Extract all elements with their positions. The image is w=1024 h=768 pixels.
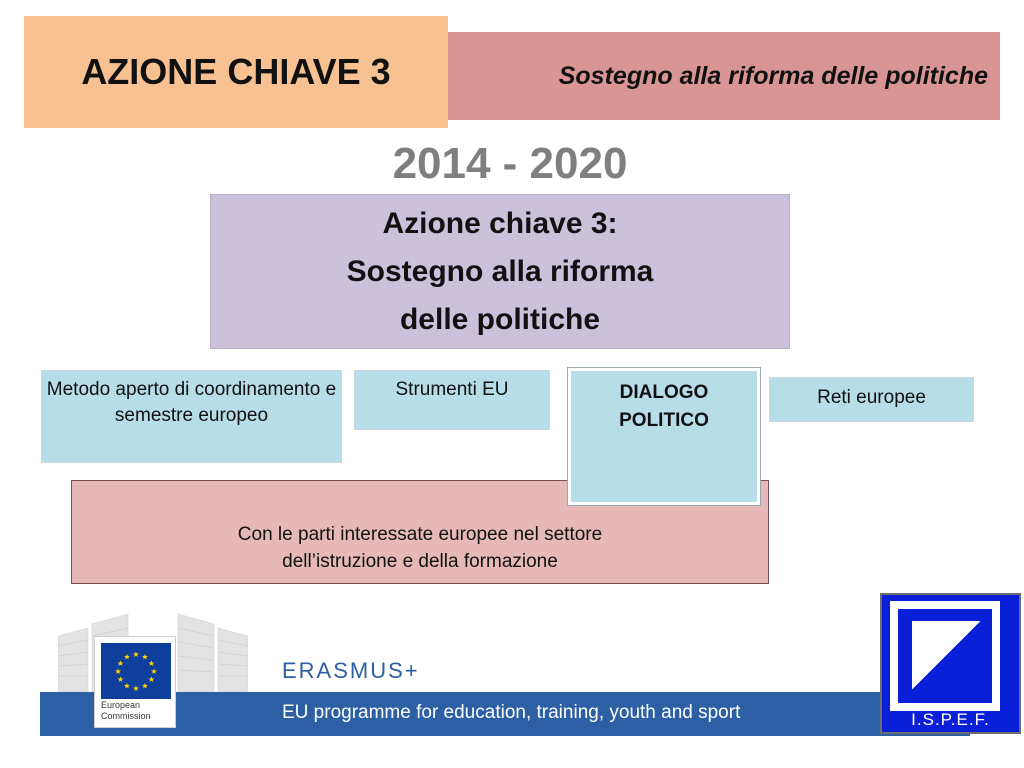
key-action-line1: Azione chiave 3:	[382, 206, 618, 240]
dialogo-label-line2: POLITICO	[619, 410, 709, 431]
period-heading	[0, 136, 1024, 192]
ispef-logo	[880, 593, 1021, 734]
svg-text:★: ★	[114, 667, 122, 676]
strumenti-label: Strumenti EU	[395, 379, 509, 400]
header-subtitle: Sostegno alla riforma delle politiche	[558, 61, 988, 90]
header-title-box	[24, 16, 448, 128]
reti-label: Reti europee	[817, 387, 926, 408]
strumenti-box	[354, 370, 550, 430]
period-text: 2014 - 2020	[392, 139, 628, 188]
svg-text:★: ★	[147, 659, 156, 668]
ec-wordmark-line1: European	[101, 700, 141, 710]
dialogo-box	[568, 368, 760, 505]
european-commission-logo	[94, 636, 176, 728]
key-action-line2: Sostegno alla riforma	[346, 254, 654, 288]
svg-text:★: ★	[123, 652, 131, 662]
svg-text:★: ★	[132, 650, 140, 659]
metodo-box	[41, 370, 342, 463]
ispef-label: I.S.P.E.F.	[911, 710, 990, 729]
reti-box	[769, 377, 974, 422]
svg-text:★: ★	[132, 684, 140, 693]
svg-text:★: ★	[123, 681, 131, 691]
erasmus-title: ERASMUS+	[282, 658, 420, 683]
svg-text:★: ★	[150, 667, 158, 676]
ec-wordmark-line2: Commission	[101, 711, 151, 721]
key-action-box	[210, 194, 790, 349]
svg-text:★: ★	[141, 681, 149, 691]
header-subtitle-box	[448, 32, 1000, 120]
dialogo-label-line1: DIALOGO	[619, 382, 709, 403]
svg-text:★: ★	[116, 659, 125, 668]
svg-text:★: ★	[147, 675, 156, 684]
svg-text:★: ★	[116, 675, 125, 684]
metodo-label: Metodo aperto di coordinamento e semestre europeo	[46, 379, 337, 426]
eu-flag-icon	[101, 643, 171, 699]
footer-tagline: EU programme for education, training, youth and sport	[282, 702, 741, 723]
stakeholders-line1: Con le parti interessate europee nel settore	[237, 524, 603, 545]
svg-text:★: ★	[141, 652, 149, 662]
stakeholders-line2: dell’istruzione e della formazione	[282, 551, 558, 572]
key-action-line3: delle politiche	[399, 302, 601, 336]
header-title: AZIONE CHIAVE 3	[81, 51, 391, 92]
ec-wordmark	[101, 700, 151, 722]
